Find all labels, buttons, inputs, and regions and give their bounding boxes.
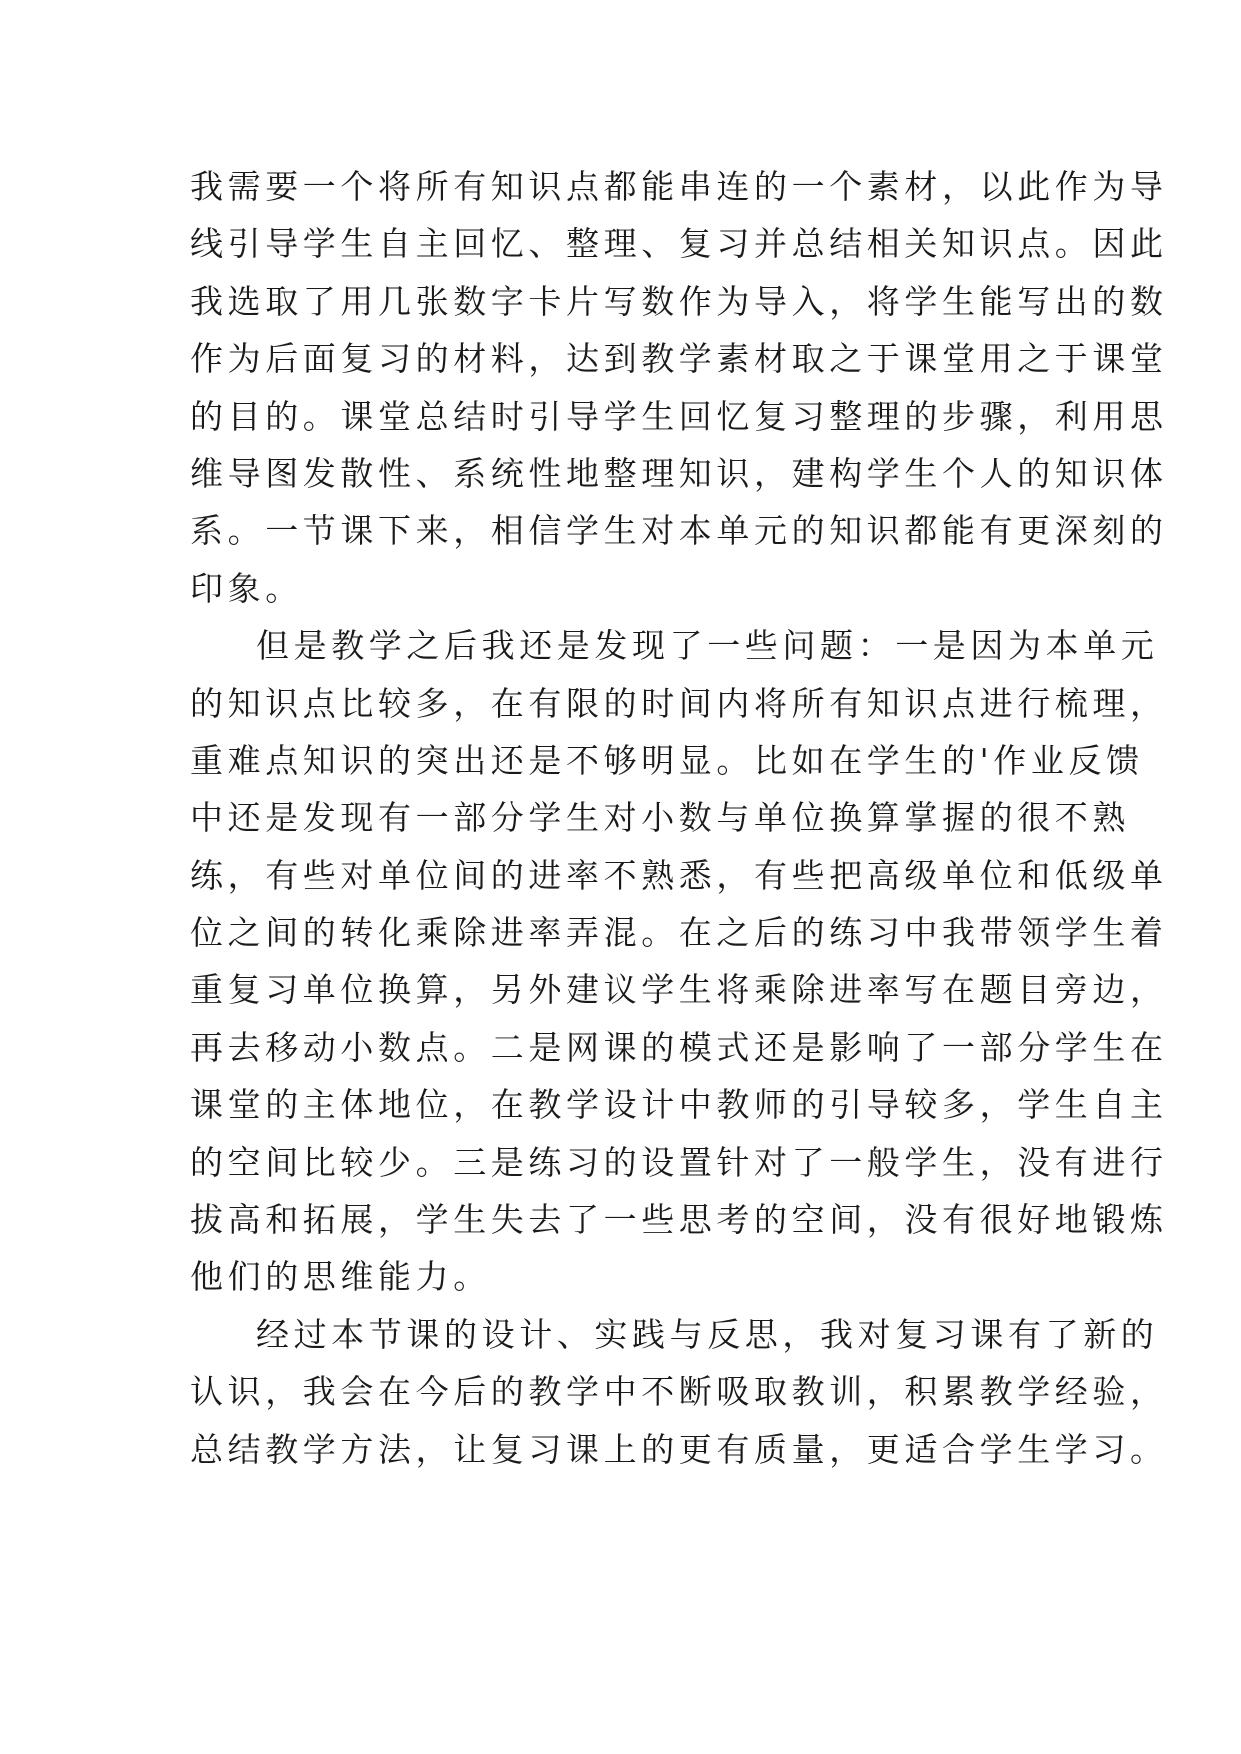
text-line: 重难点知识的突出还是不够明显。比如在学生的'作业反馈 — [190, 740, 1144, 780]
text-line: 中还是发现有一部分学生对小数与单位换算掌握的很不熟 — [190, 798, 1130, 838]
text-line: 课堂的主体地位，在教学设计中教师的引导较多，学生自主 — [190, 1085, 1168, 1125]
text-line: 系。一节课下来，相信学生对本单元的知识都能有更深刻的 — [190, 511, 1168, 551]
text-line: 线引导学生自主回忆、整理、复习并总结相关知识点。因此 — [190, 224, 1168, 264]
text-line: 我需要一个将所有知识点都能串连的一个素材，以此作为导 — [190, 167, 1168, 206]
text-line: 位之间的转化乘除进率弄混。在之后的练习中我带领学生着 — [190, 913, 1168, 953]
text-line: 总结教学方法，让复习课上的更有质量，更适合学生学习。 — [190, 1429, 1168, 1469]
document-body — [190, 158, 1168, 1478]
text-line: 的空间比较少。三是练习的设置针对了一般学生，没有进行 — [190, 1142, 1168, 1182]
text-line: 作为后面复习的材料，达到教学素材取之于课堂用之于课堂 — [190, 339, 1168, 379]
text-line: 再去移动小数点。二是网课的模式还是影响了一部分学生在 — [190, 1027, 1168, 1067]
text-line: 重复习单位换算，另外建议学生将乘除进率写在题目旁边， — [190, 970, 1168, 1010]
paragraph-start-line: 经过本节课的设计、实践与反思，我对复习课有了新的 — [256, 1314, 1159, 1354]
text-line: 拔高和拓展，学生失去了一些思考的空间，没有很好地锻炼 — [190, 1200, 1168, 1240]
text-line: 他们的思维能力。 — [190, 1257, 491, 1297]
text-line: 认识，我会在今后的教学中不断吸取教训，积累教学经验， — [190, 1372, 1168, 1412]
text-line: 的目的。课堂总结时引导学生回忆复习整理的步骤，利用思 — [190, 396, 1168, 436]
text-line: 的知识点比较多，在有限的时间内将所有知识点进行梳理， — [190, 683, 1168, 723]
text-line: 练，有些对单位间的进率不熟悉，有些把高级单位和低级单 — [190, 855, 1168, 895]
text-line: 印象。 — [190, 568, 303, 608]
text-line: 我选取了用几张数字卡片写数作为导入，将学生能写出的数 — [190, 281, 1168, 321]
paragraph-start-line: 但是教学之后我还是发现了一些问题：一是因为本单元 — [256, 626, 1159, 666]
text-line: 维导图发散性、系统性地整理知识，建构学生个人的知识体 — [190, 453, 1168, 493]
